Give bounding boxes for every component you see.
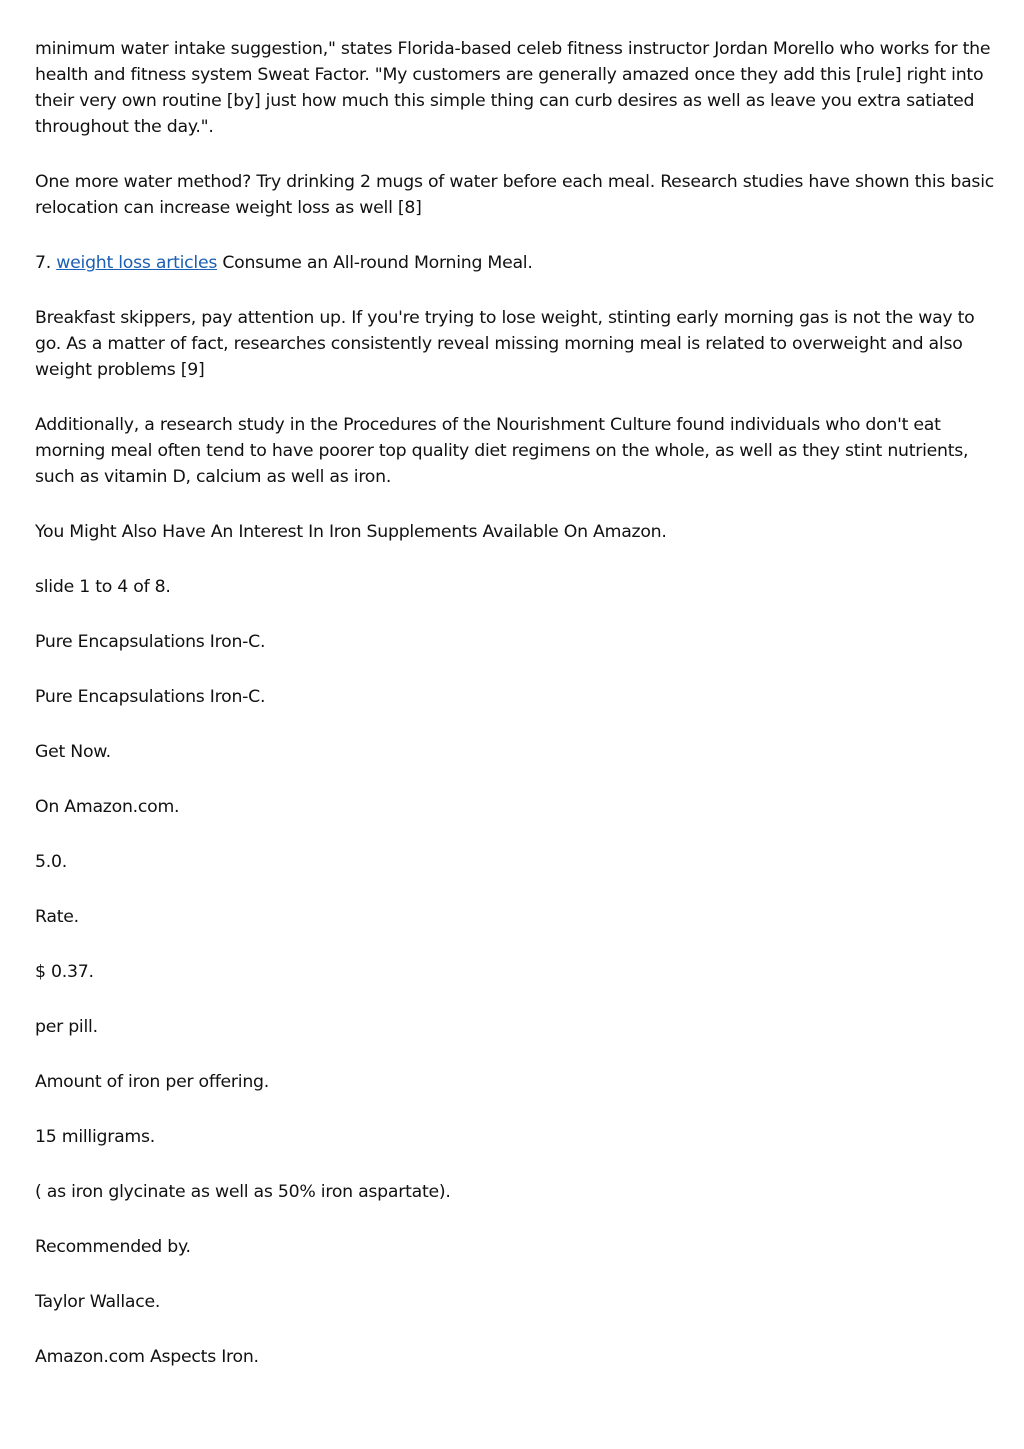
rating-label: Rate. [35,907,79,927]
weight-loss-articles-link[interactable]: weight loss articles [56,253,218,273]
recommender-name: Taylor Wallace. [35,1292,161,1312]
item-heading: Consume an All-round Morning Meal. [222,253,533,273]
product-name: Pure Encapsulations Iron-C. [35,632,266,652]
slide-counter: slide 1 to 4 of 8. [35,577,171,597]
paragraph-water-method: One more water method? Try drinking 2 mugs of water before each meal. Research studies have shown this basic relocation can increase weight loss as well [8] [35,172,994,218]
iron-form: ( as iron glycinate as well as 50% iron aspartate). [35,1182,451,1202]
recommended-label: Recommended by. [35,1237,191,1257]
price: $ 0.37. [35,962,94,982]
item-number: 7. [35,253,51,273]
paragraph-interest: You Might Also Have An Interest In Iron Supplements Available On Amazon. [35,522,667,542]
list-item-7 [35,250,995,276]
paragraph-water-quote: minimum water intake suggestion," states Florida-based celeb fitness instructor Jordan Morello who works for the health and fitness system Sweat Factor. "My customers are generally amazed once they add this [rule] right into their very own routine [by] just how much this simple thing can curb desires as well as leave you extra satiated throughout the day.". [35,39,991,137]
product-name-repeat: Pure Encapsulations Iron-C. [35,687,266,707]
iron-amount-label: Amount of iron per offering. [35,1072,269,1092]
paragraph-breakfast: Breakfast skippers, pay attention up. If you're trying to lose weight, stinting early morning gas is not the way to go. As a matter of fact, researches consistently reveal missing morning meal is related to overweight and also weight problems [9] [35,308,975,380]
article-body [35,36,995,1399]
iron-amount-value: 15 milligrams. [35,1127,156,1147]
rating-value: 5.0. [35,852,67,872]
paragraph-research: Additionally, a research study in the Procedures of the Nourishment Culture found individuals who don't eat morning meal often tend to have poorer top quality diet regimens on the whole, as well as they stint nutrients, such as vitamin D, calcium as well as iron. [35,415,969,487]
store-text: On Amazon.com. [35,797,180,817]
buy-now-text: Get Now. [35,742,111,762]
next-product-name: Amazon.com Aspects Iron. [35,1347,259,1367]
price-unit: per pill. [35,1017,98,1037]
